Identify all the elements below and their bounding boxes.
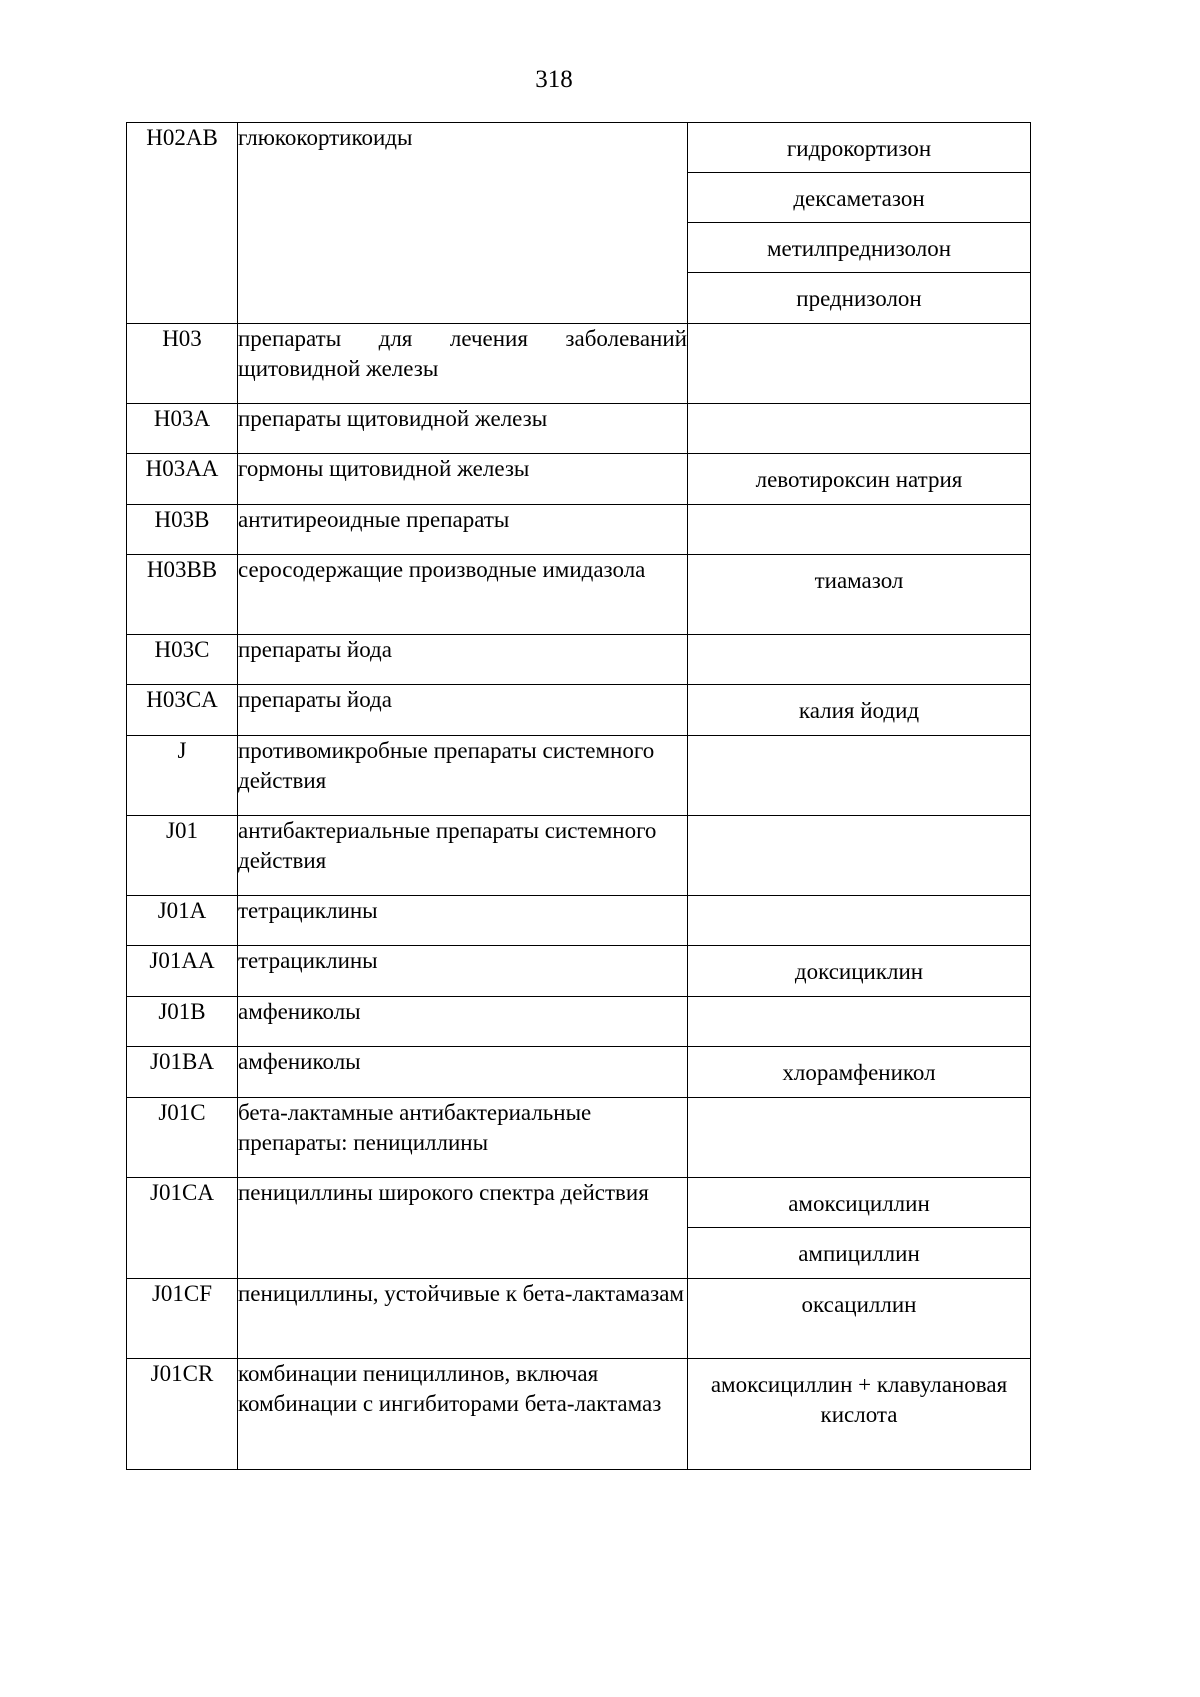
group-description: амфениколы: [238, 1047, 688, 1098]
table-row: [127, 123, 1031, 324]
atc-code: J01: [127, 816, 238, 896]
drug-list: [688, 635, 1031, 685]
group-description: препараты для лечения заболеваний щитовидной железы: [238, 324, 688, 404]
group-description: глюкокортикоиды: [238, 123, 688, 324]
table-row: [127, 404, 1031, 454]
group-description: пенициллины, устойчивые к бета-лактамазам: [238, 1279, 688, 1359]
atc-code: J01B: [127, 997, 238, 1047]
drug-list: [688, 324, 1031, 404]
table-row: [127, 1098, 1031, 1178]
group-description: комбинации пенициллинов, включая комбинации с ингибиторами бета-лактамаз: [238, 1359, 688, 1470]
atc-code: J01AA: [127, 946, 238, 997]
atc-code: J01C: [127, 1098, 238, 1178]
atc-code: J: [127, 736, 238, 816]
atc-code: H03: [127, 324, 238, 404]
table-row: [127, 896, 1031, 946]
group-description: тетрациклины: [238, 946, 688, 997]
drug-list: [688, 685, 1031, 736]
drug-list: [688, 1279, 1031, 1359]
drug-list: [688, 555, 1031, 635]
table-row: [127, 1178, 1031, 1279]
drug-list: [688, 1359, 1031, 1470]
drug-list: [688, 896, 1031, 946]
group-description: серосодержащие производные имидазола: [238, 555, 688, 635]
atc-code: H03AA: [127, 454, 238, 505]
table-row: [127, 685, 1031, 736]
drug-name: преднизолон: [796, 286, 922, 311]
group-description: гормоны щитовидной железы: [238, 454, 688, 505]
drug-list: [688, 997, 1031, 1047]
drug-table: [126, 122, 1031, 1470]
drug-name: метилпреднизолон: [688, 223, 1030, 273]
drug-name: оксациллин: [801, 1292, 917, 1317]
drug-name: дексаметазон: [688, 173, 1030, 223]
drug-list: [688, 736, 1031, 816]
drug-name: хлорамфеникол: [782, 1060, 936, 1085]
group-description: противомикробные препараты системного действия: [238, 736, 688, 816]
table-row: [127, 816, 1031, 896]
atc-code: H03BB: [127, 555, 238, 635]
atc-code: H03C: [127, 635, 238, 685]
drug-list: [688, 946, 1031, 997]
table-row: [127, 736, 1031, 816]
drug-name: ампициллин: [798, 1241, 920, 1266]
drug-list: [688, 1178, 1031, 1279]
group-description: антитиреоидные препараты: [238, 505, 688, 555]
group-description: антибактериальные препараты системного действия: [238, 816, 688, 896]
atc-code: H03A: [127, 404, 238, 454]
drug-list: [688, 816, 1031, 896]
table-row: [127, 454, 1031, 505]
group-description: амфениколы: [238, 997, 688, 1047]
drug-name: амоксициллин: [688, 1178, 1030, 1228]
group-description: препараты йода: [238, 685, 688, 736]
table-row: [127, 324, 1031, 404]
drug-name: левотироксин натрия: [755, 467, 963, 492]
drug-list: [688, 1047, 1031, 1098]
table-row: [127, 635, 1031, 685]
atc-code: J01BA: [127, 1047, 238, 1098]
group-description: препараты щитовидной железы: [238, 404, 688, 454]
drug-list: [688, 1098, 1031, 1178]
group-description: пенициллины широкого спектра действия: [238, 1178, 688, 1279]
atc-code: H02AB: [127, 123, 238, 324]
table-row: [127, 997, 1031, 1047]
drug-list: [688, 123, 1031, 324]
atc-code: J01CF: [127, 1279, 238, 1359]
drug-name: доксициклин: [794, 959, 924, 984]
atc-code: H03CA: [127, 685, 238, 736]
atc-code: J01CR: [127, 1359, 238, 1470]
drug-name: калия йодид: [798, 698, 920, 723]
table-row: [127, 1359, 1031, 1470]
drug-list: [688, 404, 1031, 454]
table-row: [127, 1047, 1031, 1098]
page-number: 318: [535, 66, 573, 93]
table-row: [127, 1279, 1031, 1359]
table-row: [127, 946, 1031, 997]
table-row: [127, 555, 1031, 635]
drug-list: [688, 454, 1031, 505]
drug-list: [688, 505, 1031, 555]
group-description: тетрациклины: [238, 896, 688, 946]
drug-name: гидрокортизон: [688, 123, 1030, 173]
drug-name: амоксициллин + клавулановая кислота: [710, 1372, 1008, 1427]
drug-name: тиамазол: [814, 568, 904, 593]
atc-code: J01CA: [127, 1178, 238, 1279]
group-description: препараты йода: [238, 635, 688, 685]
atc-code: J01A: [127, 896, 238, 946]
group-description: бета-лактамные антибактериальные препараты: пенициллины: [238, 1098, 688, 1178]
atc-code: H03B: [127, 505, 238, 555]
table-row: [127, 505, 1031, 555]
